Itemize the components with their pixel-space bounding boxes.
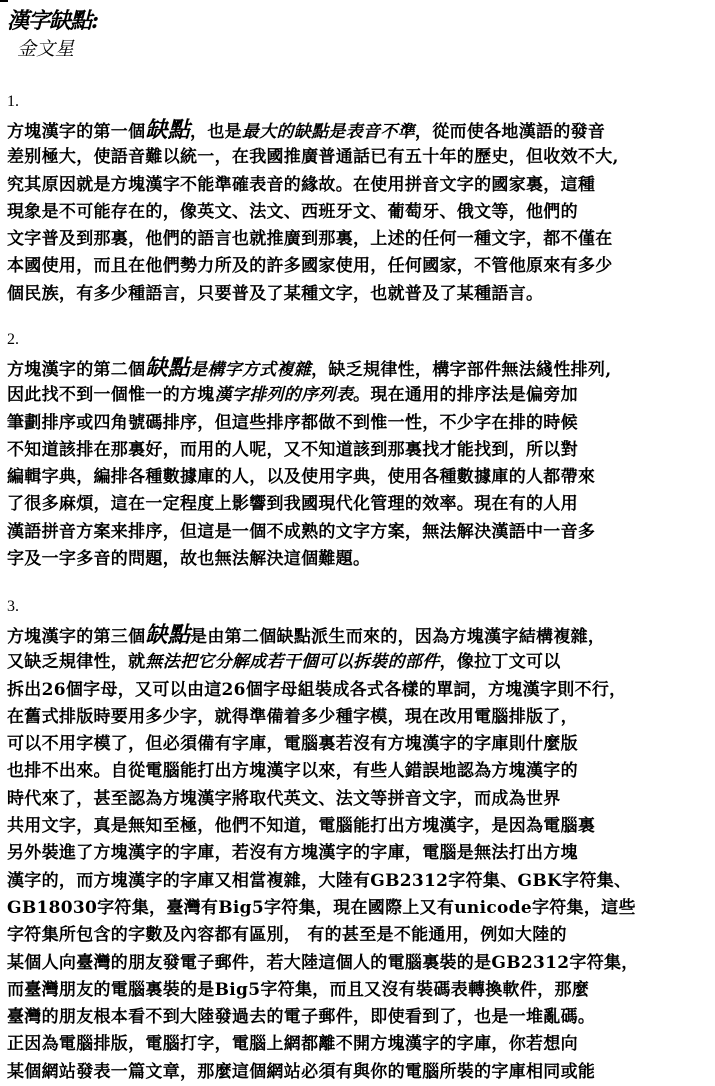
text-run: 又缺乏規律性，就 (7, 652, 146, 673)
text-line (7, 704, 715, 731)
text-run: 因此找不到一個惟一的方塊 (7, 385, 215, 406)
text-line (7, 977, 715, 1004)
text-run: 個民族，有多少種語言，只要普及了某種文字，也就普及了某種語言。 (7, 283, 544, 304)
emphasis-heading-run: 缺點 (145, 355, 191, 381)
text-run: 漢語拼音方案来排序，但這是一個不成熟的文字方案，無法解決漢語中一音多 (7, 521, 596, 542)
text-run: 也排不出來。自從電腦能打出方塊漢字以來，有些人錯誤地認為方塊漢字的 (7, 761, 578, 782)
text-line (7, 491, 715, 518)
text-run: 文字普及到那裏，他們的語言也就推廣到那裏，上述的任何一種文字，都不僅在 (7, 229, 613, 250)
text-run: 現象是不可能存在的，像英文、法文、西班牙文、葡萄牙、俄文等，他們的 (7, 201, 578, 222)
text-line (7, 437, 715, 464)
document-title: 漢字缺點: (7, 8, 99, 34)
text-run: 在舊式排版時要用多少字，就得準備着多少種字模，現在改用電腦排版了， (7, 706, 578, 727)
section-3-paragraph (7, 622, 715, 1086)
text-run: 編輯字典，編排各種數據庫的人，以及使用字典，使用各種數據庫的人都帶來 (7, 467, 596, 488)
text-run: ，從而使各地漢語的發音 (414, 122, 606, 142)
text-run: 某個網站發表一篇文章，那麼這個網站必須有與你的電腦所裝的字庫相同或能 (7, 1061, 596, 1082)
text-run: 可以不用字模了，但必須備有字庫，電腦裏若沒有方塊漢字的字庫則什麼版 (7, 734, 578, 755)
section-1-number: 1. (7, 93, 19, 110)
text-run: 方塊漢字的第二個 (7, 360, 146, 380)
text-line (7, 355, 715, 382)
text-run: 本國使用，而且在他們勢力所及的許多國家使用，任何國家，不管他原來有多少 (7, 256, 613, 277)
text-run: 差别極大，使語音難以統一，在我國推廣普通話已有五十年的歷史，但收效不大, (7, 147, 619, 168)
emphasis-heading-run: 缺點 (145, 622, 191, 648)
text-line (7, 950, 715, 977)
text-line (7, 622, 715, 649)
text-run: 方塊漢字的第一個 (7, 122, 146, 142)
text-run: 而臺灣朋友的電腦裏裝的是Big5字符集，而且又沒有裝碼表轉換軟件，那麼 (7, 979, 590, 1000)
text-run: GB18030字符集，臺灣有Big5字符集，現在國際上又有unicode字符集，這些 (7, 897, 636, 918)
text-line (7, 677, 715, 704)
text-line (7, 410, 715, 437)
text-run: 了很多麻煩，這在一定程度上影響到我國現代化管理的效率。現在有的人用 (7, 494, 578, 515)
text-line (7, 840, 715, 867)
text-line (7, 868, 715, 895)
text-line (7, 172, 715, 199)
text-line (7, 117, 715, 144)
corner-mark (0, 0, 8, 2)
text-run: 漢字的，而方塊漢字的字庫又相當複雜，大陸有GB2312字符集、GBK字符集、 (7, 870, 632, 891)
text-line (7, 519, 715, 546)
text-run: 筆劃排序或四角號碼排序，但這些排序都做不到惟一性，不少字在排的時候 (7, 412, 578, 433)
text-line (7, 895, 715, 922)
text-run: 某個人向臺灣的朋友發電子郵件，若大陸這個人的電腦裏裝的是GB2312字符集， (7, 952, 639, 973)
text-run: ，像拉丁文可以 (439, 652, 561, 673)
section-2-number: 2. (7, 331, 19, 348)
text-run: ，缺乏規律性，構字部件無法綫性排列, (311, 360, 612, 380)
text-run: 字符集所包含的字數及內容都有區別， 有的甚至是不能通用，例如大陸的 (7, 925, 567, 946)
text-run: 不知道該排在那裏好，而用的人呢，又不知道該到那裏找才能找到，所以對 (7, 439, 578, 460)
text-line (7, 226, 715, 253)
text-run: 。現在通用的排序法是偏旁加 (353, 385, 578, 406)
text-run: 是由第二個缺點派生而來的，因為方塊漢字結構複雜， (190, 627, 606, 647)
text-run: 方塊漢字的第三個 (7, 627, 146, 647)
text-run: 共用文字，真是無知至極，他們不知道，電腦能打出方塊漢字，是因為電腦裏 (7, 816, 596, 837)
emphasis-run: 最大的缺點是表音不準 (241, 122, 415, 142)
section-2-paragraph (7, 355, 715, 573)
text-line (7, 786, 715, 813)
emphasis-run: 無法把它分解成若干個可以拆裝的部件 (145, 652, 440, 673)
text-line (7, 382, 715, 409)
text-line (7, 281, 715, 308)
text-line (7, 649, 715, 676)
text-line (7, 464, 715, 491)
emphasis-heading-run: 缺點 (145, 117, 191, 143)
text-line (7, 199, 715, 226)
section-1-paragraph (7, 117, 715, 308)
text-line (7, 758, 715, 785)
text-run: 正因為電腦排版，電腦打字，電腦上網都離不開方塊漢字的字庫，你若想向 (7, 1034, 578, 1055)
text-line (7, 731, 715, 758)
text-run: 另外裝進了方塊漢字的字庫，若沒有方塊漢字的字庫，電腦是無法打出方塊 (7, 843, 578, 864)
text-run: 時代來了，甚至認為方塊漢字將取代英文、法文等拼音文字，而成為世界 (7, 788, 561, 809)
text-line (7, 922, 715, 949)
emphasis-run: 是構字方式複雜 (190, 360, 312, 380)
text-line (7, 813, 715, 840)
text-run: 拆出26個字母，又可以由這26個字母組裝成各式各樣的單詞，方塊漢字則不行， (7, 679, 627, 700)
text-run: 字及一字多音的問題，故也無法解決這個難題。 (7, 549, 371, 570)
text-line (7, 1004, 715, 1031)
author-name: 金文星 (17, 38, 75, 60)
text-line (7, 546, 715, 573)
text-run: 究其原因就是方塊漢字不能準確表音的緣故。在使用拼音文字的國家裏，這種 (7, 174, 596, 195)
text-run: ，也是 (190, 122, 242, 142)
text-line (7, 253, 715, 280)
section-3-number: 3. (7, 598, 19, 615)
text-line (7, 1031, 715, 1058)
text-line (7, 144, 715, 171)
emphasis-run: 漢字排列的序列表 (214, 385, 354, 406)
text-run: 臺灣的朋友根本看不到大陸發過去的電子郵件，即使看到了，也是一堆亂碼。 (7, 1007, 596, 1028)
